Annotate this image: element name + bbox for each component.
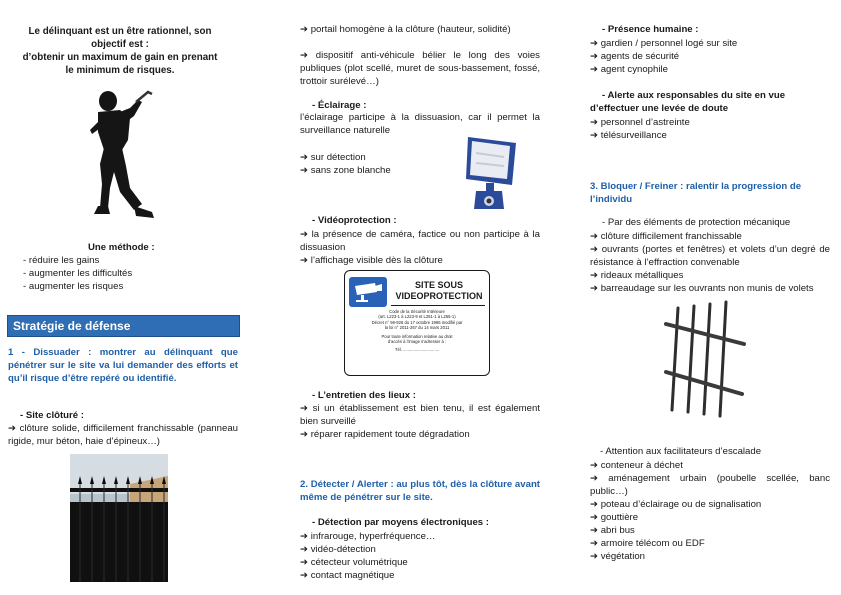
entretien-text2	[300, 428, 470, 441]
floodlight-illustration	[458, 133, 522, 213]
detection-item: ➔ contact magnétique	[300, 569, 436, 582]
entretien-title: - L’entretien des lieux :	[312, 390, 416, 401]
video-title: - Vidéoprotection :	[312, 215, 397, 226]
sign-legal-line: Pour toute information relative au droit	[381, 333, 453, 339]
column-2	[290, 0, 540, 595]
alerte-title: - Alerte aux responsables du site en vue d’effectuer une levée de doute	[590, 90, 786, 114]
presence-item: ➔ gardien / personnel logé sur site	[590, 37, 737, 50]
intro-text	[0, 25, 240, 77]
eclairage-list	[300, 151, 391, 177]
videoprotection-sign	[344, 270, 490, 376]
elements-list	[590, 230, 830, 295]
strategy-banner	[7, 315, 240, 337]
escalade-item: ➔ armoire télécom ou EDF	[590, 537, 830, 550]
eclairage-title: - Éclairage :	[312, 100, 367, 111]
detection-title: - Détection par moyens électroniques :	[312, 517, 489, 528]
intro-line: objectif est :	[91, 39, 149, 50]
escalade-item: ➔ conteneur à déchet	[590, 459, 830, 472]
escalade-title: - Attention aux facilitateurs d’escalade	[600, 446, 762, 457]
alerte-list	[590, 116, 690, 142]
presence-title: - Présence humaine :	[602, 24, 699, 35]
elements-item: ➔ clôture difficilement franchissable	[590, 230, 830, 243]
detection-item: ➔ vidéo-détection	[300, 543, 436, 556]
entretien-text: ➔ si un établissement est bien tenu, il est également bien surveillé	[300, 402, 540, 428]
sign-divider	[391, 305, 485, 306]
method-item: - réduire les gains	[23, 254, 132, 267]
intro-line: Le délinquant est un être rationnel, son	[28, 26, 212, 37]
presence-item: ➔ agents de sécurité	[590, 50, 737, 63]
sign-title	[391, 280, 487, 302]
site-cloture-text: ➔ clôture solide, difficilement franchissable (panneau rigide, mur béton, haie d’épineux…)	[8, 422, 238, 448]
elements-item: ➔ rideaux métalliques	[590, 269, 830, 282]
fence-photo	[70, 454, 168, 582]
site-cloture-title: - Site clôturé :	[20, 410, 84, 421]
sign-title-line: SITE SOUS	[414, 280, 463, 290]
sign-legal-line: la loi n° 2011-267 du 14 mars 2011	[384, 325, 450, 331]
sign-legal-line: d’accès à l’image s’adresser à :	[387, 339, 447, 345]
intro-line: d’obtenir un maximum de gain en prenant	[22, 52, 218, 63]
portail-text: ➔ portail homogène à la clôture (hauteur, solidité)	[300, 23, 540, 36]
presence-item: ➔ agent cynophile	[590, 63, 737, 76]
column-1	[0, 0, 250, 595]
entretien-text2-line: ➔ réparer rapidement toute dégradation	[300, 428, 470, 441]
escalade-item: ➔ gouttière	[590, 511, 830, 524]
escalade-item: ➔ abri bus	[590, 524, 830, 537]
detecter-heading: 2. Détecter / Alerter : au plus tôt, dès la clôture avant même de pénétrer sur le site.	[300, 479, 540, 503]
camera-icon	[349, 277, 387, 307]
escalade-item: ➔ aménagement urbain (poubelle scellée, banc public…)	[590, 472, 830, 498]
escalade-item: ➔ poteau d’éclairage ou de signalisation	[590, 498, 830, 511]
eclairage-item: ➔ sur détection	[300, 151, 391, 164]
detection-item: ➔ infrarouge, hyperfréquence…	[300, 530, 436, 543]
method-item: - augmenter les risques	[23, 280, 132, 293]
video-text2	[300, 254, 443, 267]
bloquer-heading: 3. Bloquer / Freiner : ralentir la progression de l’individu	[590, 181, 802, 205]
dissuader-heading: 1 - Dissuader : montrer au délinquant que pénétrer sur le site va lui demander des efforts et qu’il risque d’être repéré ou identifié.	[8, 347, 238, 384]
eclairage-text: l’éclairage participe à la dissuasion, car il permet la surveillance naturelle	[300, 112, 540, 136]
sign-title-line: VIDEOPROTECTION	[395, 291, 483, 301]
method-list	[23, 254, 132, 293]
escalade-item: ➔ végétation	[590, 550, 830, 563]
video-text: ➔ la présence de caméra, factice ou non participe à la dissuasion	[300, 228, 540, 254]
detection-item: ➔ cétecteur volumétrique	[300, 556, 436, 569]
sign-legal-line: Décret n° 96-926 du 17 octobre 1996 modifié par	[371, 319, 463, 325]
method-title: Une méthode :	[88, 242, 155, 253]
method-item: - augmenter les difficultés	[23, 267, 132, 280]
sign-legal-line: (art. L223-1 à L223-9 et L251-1 à L255-1)	[378, 314, 456, 320]
burglar-illustration	[70, 88, 180, 223]
alerte-item: ➔ télésurveillance	[590, 129, 690, 142]
eclairage-item: ➔ sans zone blanche	[300, 164, 391, 177]
video-text2-line: ➔ l’affichage visible dès la clôture	[300, 254, 443, 267]
intro-line: le minimum de risques.	[65, 65, 175, 76]
column-3	[580, 0, 835, 595]
window-bars-illustration	[664, 300, 750, 418]
strategy-banner-label: Stratégie de défense	[13, 319, 131, 333]
presence-list	[590, 37, 737, 76]
sign-legal-text	[349, 309, 485, 353]
alerte-item: ➔ personnel d’astreinte	[590, 116, 690, 129]
detection-list	[300, 530, 436, 582]
elements-item: ➔ ouvrants (portes et fenêtres) et volets d’un degré de résistance à l’effraction convenable	[590, 243, 830, 269]
dispositif-text: ➔ dispositif anti-véhicule bélier le long des voies publiques (plot scellé, muret de sous-bassement, fossé, trottoir surélevé…)	[300, 49, 540, 88]
sign-tel: Tél. ...............................	[394, 347, 440, 353]
elements-title: - Par des éléments de protection mécanique	[602, 217, 791, 228]
sign-legal-line: Code de la Sécurité Intérieure	[389, 309, 445, 314]
escalade-list	[590, 459, 830, 563]
elements-item: ➔ barreaudage sur les ouvrants non munis de volets	[590, 282, 830, 295]
